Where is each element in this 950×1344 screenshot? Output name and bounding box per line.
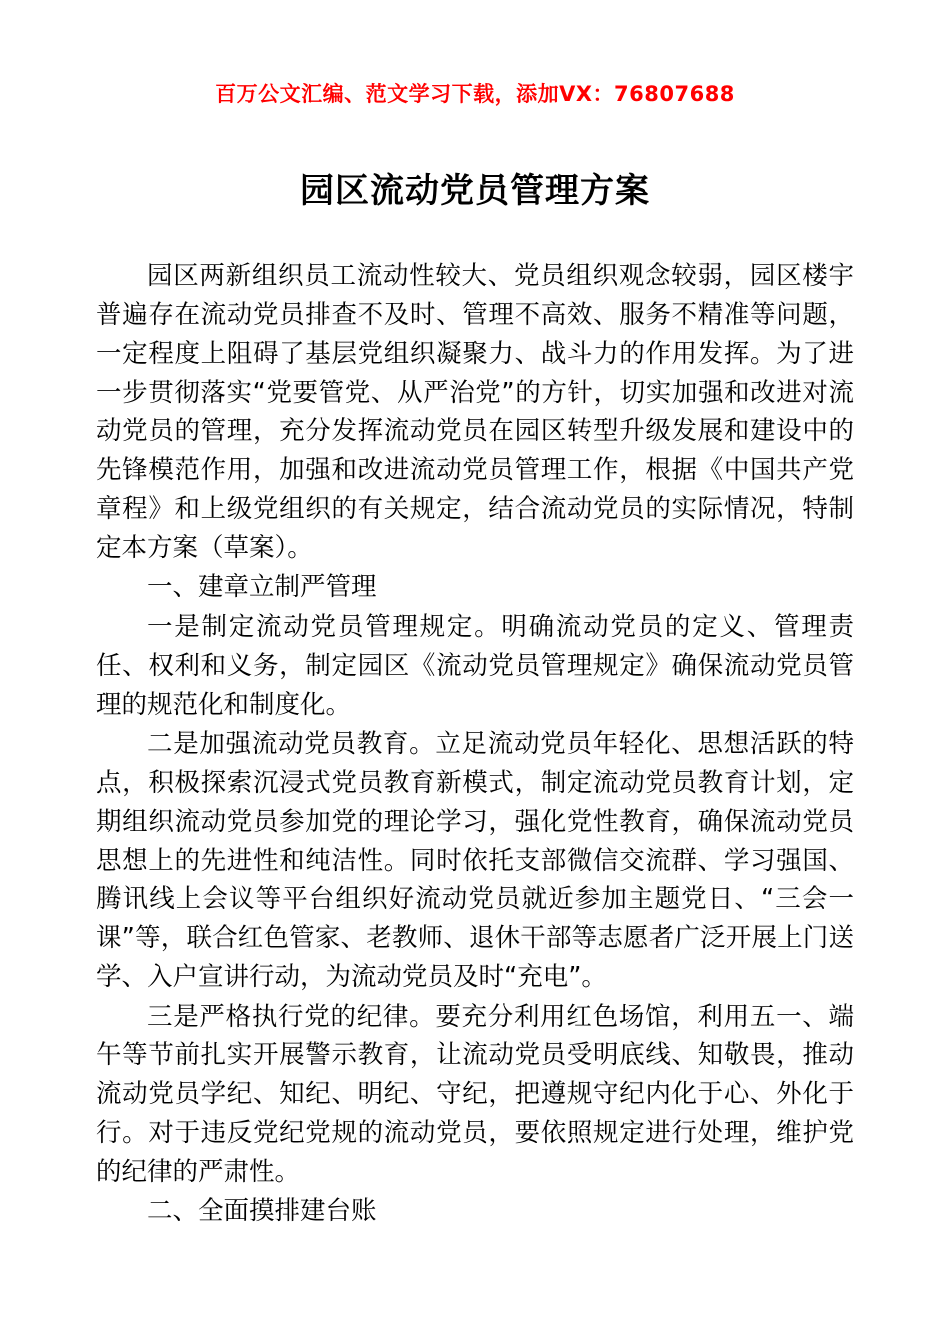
promo-watermark-text: 百万公文汇编、范文学习下载，添加VX：76807688 xyxy=(215,82,735,106)
section-heading-2: 二、全面摸排建台账 xyxy=(147,1196,377,1227)
paragraph: 二是加强流动党员教育。立足流动党员年轻化、思想活跃的特点，积极探索沉浸式党员教育新模式，制定流动党员教育计划，定期组织流动党员参加党的理论学习，强化党性教育，确保流动党员思想上的先进性和纯洁性。同时依托支部微信交流群、学习强国、腾讯线上会议等平台组织好流动党员就近参加主题党日、“三会一课”等，联合红色管家、老教师、退休干部等志愿者广泛开展上门送学、入户宣讲行动，为流动党员及时“充电”。 xyxy=(96,729,854,992)
paragraph: 三是严格执行党的纪律。要充分利用红色场馆，利用五一、端午等节前扎实开展警示教育，让流动党员受明底线、知敬畏，推动流动党员学纪、知纪、明纪、守纪，把遵规守纪内化于心、外化于行。对于违反党纪党规的流动党员，要依照规定进行处理，维护党的纪律的严肃性。 xyxy=(96,1001,854,1187)
page-title: 园区流动党员管理方案 xyxy=(300,171,650,212)
section-heading-1: 一、建章立制严管理 xyxy=(147,572,377,603)
paragraph: 一是制定流动党员管理规定。明确流动党员的定义、管理责任、权利和义务，制定园区《流动党员管理规定》确保流动党员管理的规范化和制度化。 xyxy=(96,612,854,720)
document-body xyxy=(96,257,854,1231)
paragraph: 园区两新组织员工流动性较大、党员组织观念较弱，园区楼宇普遍存在流动党员排查不及时、管理不高效、服务不精准等问题，一定程度上阻碍了基层党组织凝聚力、战斗力的作用发挥。为了进一步贯彻落实“党要管党、从严治党”的方针，切实加强和改进对流动党员的管理，充分发挥流动党员在园区转型升级发展和建设中的先锋模范作用，加强和改进流动党员管理工作，根据《中国共产党章程》和上级党组织的有关规定，结合流动党员的实际情况，特制定本方案（草案）。 xyxy=(96,261,854,563)
